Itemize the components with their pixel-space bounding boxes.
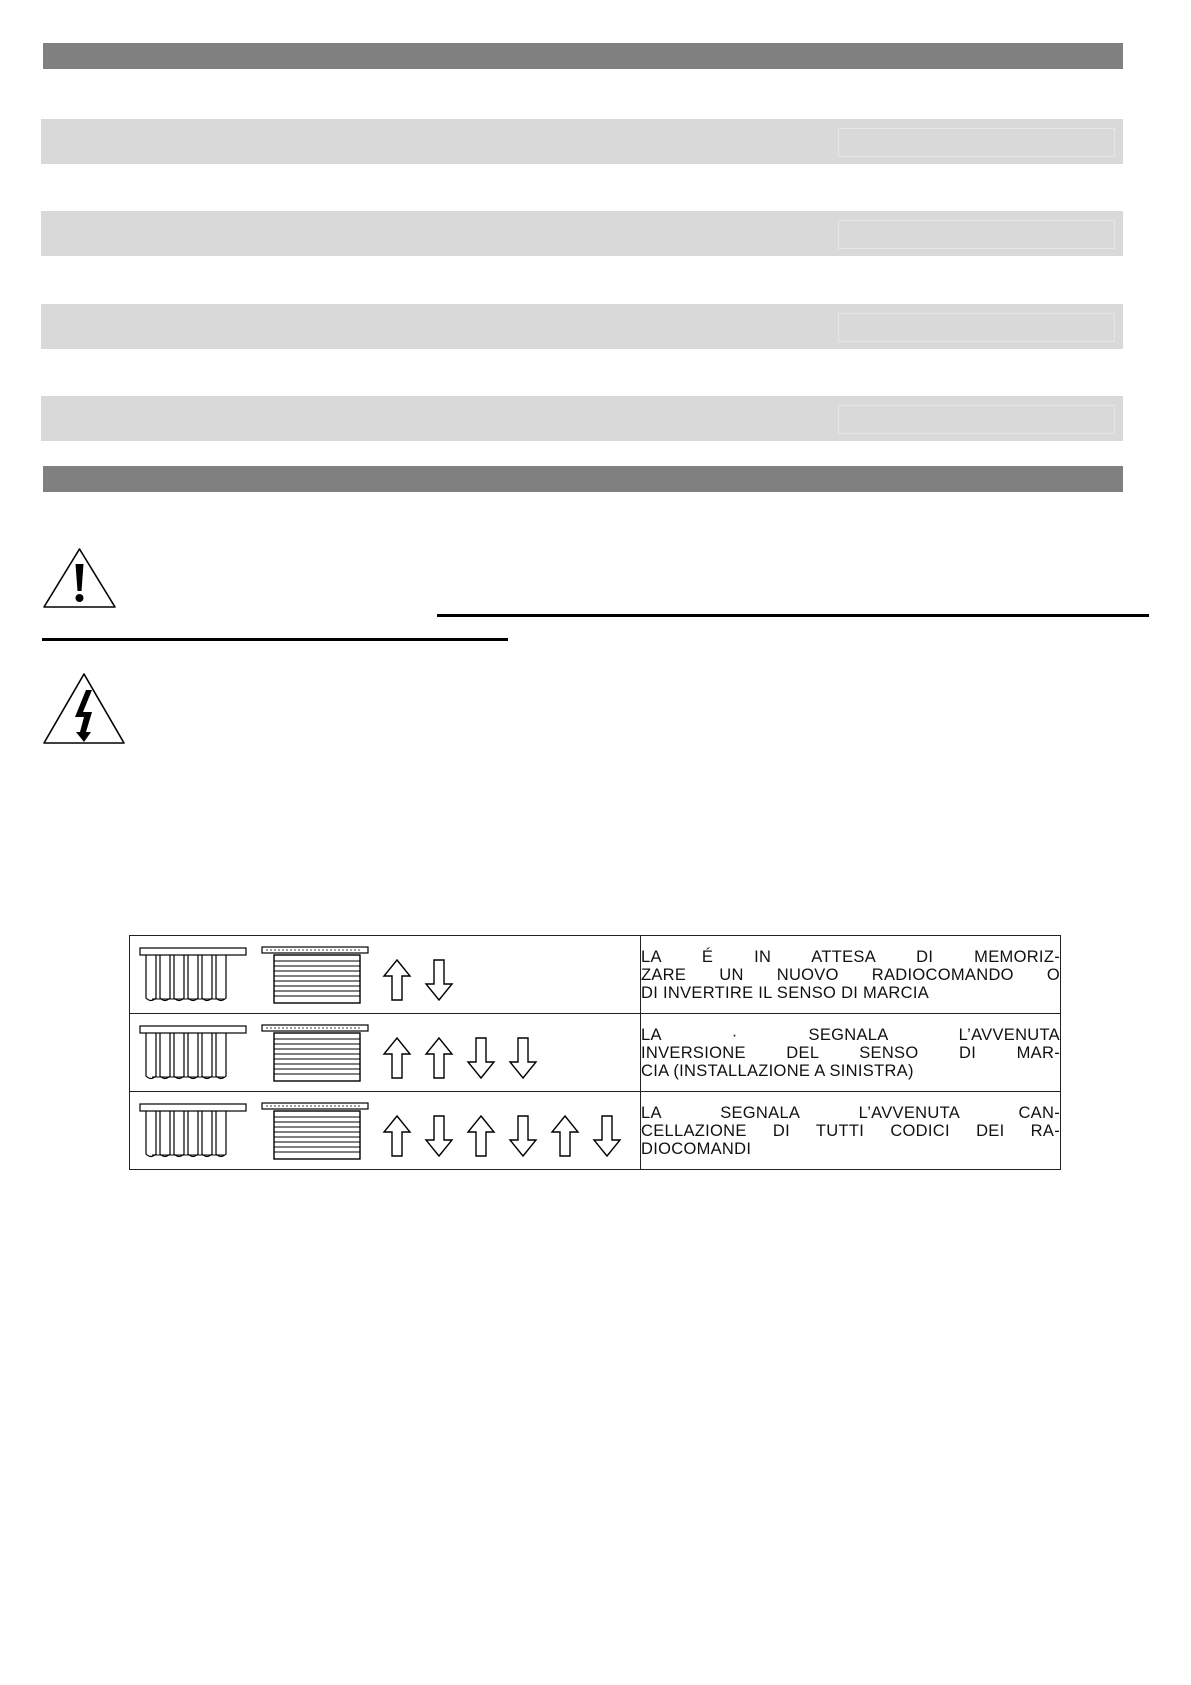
signal-table: [129, 935, 1061, 1170]
field-value-cell-3: [838, 313, 1115, 342]
field-value-cell-4: [838, 405, 1115, 434]
arrow-up-icon: [424, 1036, 454, 1080]
section-header-bar-2: [43, 466, 1123, 492]
arrow-down-icon: [424, 958, 454, 1002]
underline-2: [42, 638, 508, 641]
arrow-sequence: [382, 958, 454, 1002]
arrow-sequence: [382, 1114, 622, 1158]
signal-pattern-cell: [130, 1014, 641, 1092]
signal-description-line: LA É IN ATTESA DI MEMORIZ-: [641, 947, 1060, 966]
signal-description-line: CIA (INSTALLAZIONE A SINISTRA): [641, 1061, 914, 1080]
signal-description-line: DIOCOMANDI: [641, 1139, 752, 1158]
signal-description-line: CELLAZIONE DI TUTTI CODICI DEI RA-: [641, 1121, 1060, 1140]
signal-description-line: ZARE UN NUOVO RADIOCOMANDO O: [641, 965, 1060, 984]
vertical-blinds-icon: [138, 944, 248, 1006]
roller-shutter-icon: [260, 944, 370, 1006]
arrow-up-icon: [550, 1114, 580, 1158]
field-row-2: [41, 211, 1123, 256]
arrow-down-icon: [424, 1114, 454, 1158]
vertical-blinds-icon: [138, 1100, 248, 1162]
arrow-down-icon: [592, 1114, 622, 1158]
field-value-cell-1: [838, 128, 1115, 157]
field-row-4: [41, 396, 1123, 441]
field-row-3: [41, 304, 1123, 349]
signal-row: [130, 1092, 1061, 1170]
signal-description-cell: [641, 1092, 1061, 1170]
arrow-up-icon: [382, 1114, 412, 1158]
signal-pattern-cell: [130, 936, 641, 1014]
field-value-cell-2: [838, 220, 1115, 249]
signal-description-cell: [641, 1014, 1061, 1092]
signal-row: [130, 1014, 1061, 1092]
underline-1: [437, 614, 1149, 617]
arrow-sequence: [382, 1036, 538, 1080]
electric-hazard-icon: [42, 672, 126, 745]
signal-description-line: DI INVERTIRE IL SENSO DI MARCIA: [641, 983, 930, 1002]
signal-row: [130, 936, 1061, 1014]
arrow-up-icon: [466, 1114, 496, 1158]
signal-description-cell: [641, 936, 1061, 1014]
signal-description-line: LA SEGNALA L’AVVENUTA CAN-: [641, 1103, 1060, 1122]
signal-pattern-cell: [130, 1092, 641, 1170]
warning-exclamation-icon: [42, 547, 117, 609]
vertical-blinds-icon: [138, 1022, 248, 1084]
arrow-down-icon: [466, 1036, 496, 1080]
arrow-down-icon: [508, 1036, 538, 1080]
roller-shutter-icon: [260, 1100, 370, 1162]
arrow-up-icon: [382, 1036, 412, 1080]
roller-shutter-icon: [260, 1022, 370, 1084]
section-header-bar-1: [43, 43, 1123, 69]
signal-description-line: LA · SEGNALA L’AVVENUTA: [641, 1025, 1060, 1044]
signal-description-line: INVERSIONE DEL SENSO DI MAR-: [641, 1043, 1060, 1062]
arrow-down-icon: [508, 1114, 538, 1158]
field-row-1: [41, 119, 1123, 164]
arrow-up-icon: [382, 958, 412, 1002]
